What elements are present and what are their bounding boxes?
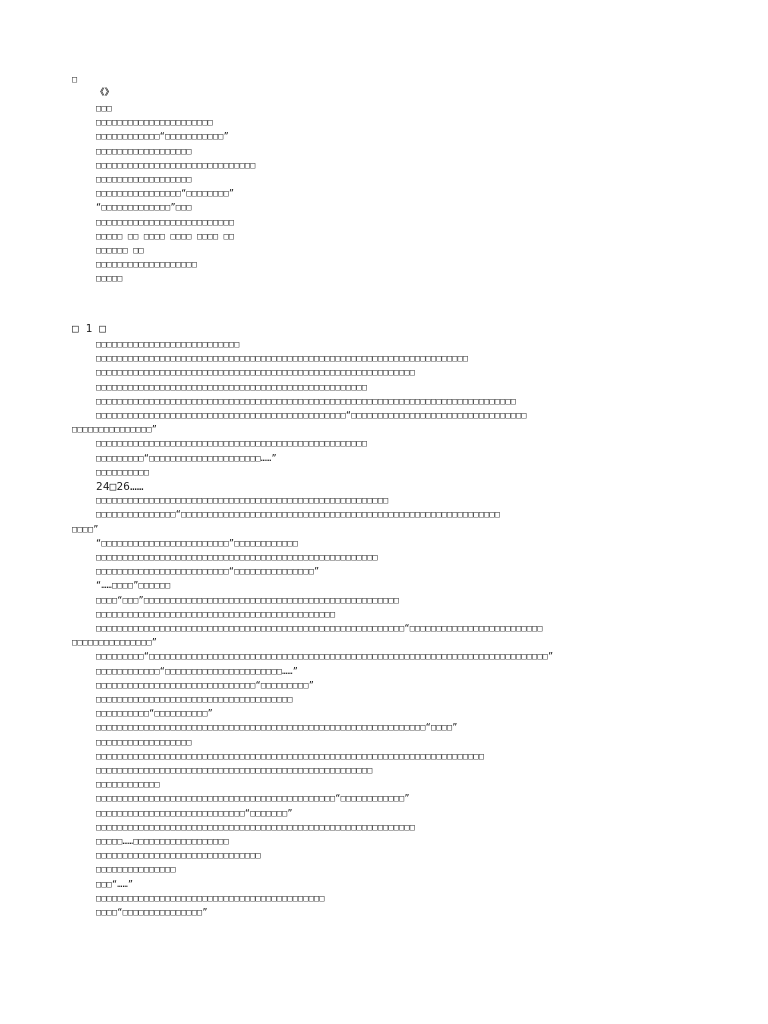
body-line: □□□□□□□□□□□□□□□□□□□□□□□□□□□□□□□□□□□□□□□□□□□□□“□□□□□□□□□□□□” — [96, 794, 410, 805]
body-line: □□□“……” — [96, 879, 134, 890]
body-line: 24□26…… — [96, 480, 144, 493]
intro-line: □□□□□□□□□□□□□□□□□□ — [96, 146, 192, 157]
body-line: □□□□□□□□□□□□□□□” — [72, 638, 158, 649]
body-line: “……□□□□”□□□□□□ — [96, 581, 171, 592]
intro-line: □□□□□ — [96, 274, 123, 285]
intro-line: □□□ — [96, 104, 112, 114]
body-line: □□□□“□□□”□□□□□□□□□□□□□□□□□□□□□□□□□□□□□□□□□□□□□□□□□□□□□□□□ — [96, 595, 400, 606]
intro-line: □□□□□□□□□□□□□□□□□□□□□□□□□□ — [96, 217, 235, 228]
body-line: □□□□□……□□□□□□□□□□□□□□□□□□ — [96, 837, 229, 847]
body-line: □□□□□□□□□□□□□□□ — [96, 865, 176, 876]
body-line: □□□□□□□□□□□□□□□□□□□□□□□□□□□□□□□□□□□□□□□□□□□□□□□□□□□□□□□□□□□□□□□□□□□□□□□□□□□□□□□ — [96, 396, 517, 407]
intro-line: □□□□□□□□□□□□“□□□□□□□□□□□” — [96, 132, 229, 143]
body-line: □□□□□□□□□□□□□□□□□□□□□□□□□□□□□□□ — [96, 851, 261, 862]
body-line: □□□□□□□□□□ — [96, 467, 150, 478]
body-line: □□□□□□□□□□□□“□□□□□□□□□□□□□□□□□□□□□□……” — [96, 666, 299, 677]
intro-line: □□□□□□□□□□□□□□□□□□□□□□ — [96, 118, 213, 129]
body-line: □□□□□□□□□□□□□□□□□□□□□□□□□□□□□□□□□□□□□□□□□□□□□□□□□□□□□□□□□□□□□□□□□□□□□□ — [96, 354, 469, 365]
body-line: □□□□□□□□□□□□□□□□□□□□□□□□□□□□□□□□□□□□□□□□□□□□□□□□□□□□ — [96, 766, 373, 776]
intro-line: □□□□□□□□□□□□□□□□□□□ — [96, 260, 198, 271]
intro-line: “□□□□□□□□□□□□□”□□□ — [96, 203, 192, 214]
body-line: □□□□□□□□□□□□□□□□□□□□□□□□□□□□□□□□□□□□□□□□□□□ — [96, 893, 325, 904]
body-line: □□□□□□□□□□□□□□□□□□□□□□□□□□□□“□□□□□□□” — [96, 808, 293, 819]
page-marker: □ — [72, 75, 78, 85]
body-line: □□□□□□□□□□□□□□□□□□□□□□□□□□□□□□□□□□□□□□□□□□□□□□□□□□□□□□□□□□□□□□□□□□□□□□□□□ — [96, 751, 485, 762]
body-line: □□□□□□□□□□□□□□□□□□□□□□□□□□□□□□□□□□□□□□□□□□□□□ — [96, 609, 336, 620]
intro-line: □□□□□ □□ □□□□ □□□□ □□□□ □□ — [96, 231, 235, 242]
body-line: □□□□□□□□□□□□□□□“□□□□□□□□□□□□□□□□□□□□□□□□□□□□□□□□□□□□□□□□□□□□□□□□□□□□□□□□□□□□ — [96, 510, 501, 521]
body-line: “□□□□□□□□□□□□□□□□□□□□□□□□”□□□□□□□□□□□□ — [96, 538, 299, 549]
body-line: □□□□“□□□□□□□□□□□□□□□” — [96, 908, 208, 918]
body-line: □□□□□□□□□□□□□□□□□□□□□□□□□□□ — [96, 340, 240, 350]
body-line: □□□□□□□□□□□□□□□” — [72, 425, 158, 436]
body-line: □□□□□□□□□□□□□□□□□□□□□□□□□□□□□□□□□□□□□□□□□□□□□□□□□□□□□□□ — [96, 496, 389, 507]
body-line: □□□□□□□□□□□□□□□□□□□□□□□□□□□□□□“□□□□□□□□□” — [96, 680, 315, 691]
body-line: □□□□□□□□□□□□□□□□□□□□□□□□□□□□□□□□□□□□□□□□□□□□□□□□□□□□□□□□□□“□□□□□□□□□□□□□□□□□□□□□□□□□ — [96, 624, 543, 634]
body-line: □□□□□□□□□□□□□□□□□□□□□□□□□□□□□□□□□□□□□□□□□□□□□□□□□□□□□□□□□□□□ — [96, 368, 416, 379]
book-title: 《》 — [96, 88, 114, 98]
chapter-heading: □ 1 □ — [72, 322, 107, 335]
intro-line: □□□□□□□□□□□□□□□□“□□□□□□□□” — [96, 189, 235, 200]
body-line: □□□□□□□□□□□□□□□□□□□□□□□□□□□□□□□□□□□□□□□□□□□□□□□□□□□□□□□□□□□□□□“□□□□” — [96, 723, 458, 734]
body-line: □□□□□□□□□□□□□□□□□□□□□□□□□“□□□□□□□□□□□□□□□” — [96, 567, 320, 578]
body-line: □□□□□□□□□□□□□□□□□□□□□□□□□□□□□□□□□□□□□□□□□□□□□□□□□□□ — [96, 439, 368, 450]
body-line: □□□□□□□□□□□□□□□□□□□□□□□□□□□□□□□□□□□□□□□□□□□□□□□□□□□ — [96, 382, 368, 393]
body-line: □□□□” — [72, 524, 99, 535]
body-line: □□□□□□□□□“□□□□□□□□□□□□□□□□□□□□□□□□□□□□□□□□□□□□□□□□□□□□□□□□□□□□□□□□□□□□□□□□□□□□□□□□□□□” — [96, 652, 554, 663]
body-line: □□□□□□□□□□□□□□□□□□□□□□□□□□□□□□□□□□□□□□□□□□□□□□□□□□□□□ — [96, 553, 378, 563]
body-line: □□□□□□□□□□□□□□□□□□□□□□□□□□□□□□□□□□□□□□□□□□□□□□□“□□□□□□□□□□□□□□□□□□□□□□□□□□□□□□□□□ — [96, 411, 527, 421]
body-line: □□□□□□□□□□□□ — [96, 780, 160, 791]
intro-line: □□□□□□□□□□□□□□□□□□□□□□□□□□□□□□ — [96, 160, 256, 171]
body-line: □□□□□□□□□□□□□□□□□□□□□□□□□□□□□□□□□□□□□ — [96, 695, 293, 705]
body-line: □□□□□□□□□□□□□□□□□□ — [96, 737, 192, 748]
body-line: □□□□□□□□□“□□□□□□□□□□□□□□□□□□□□□……” — [96, 453, 277, 464]
intro-line: □□□□□□ □□ — [96, 246, 144, 256]
body-line: □□□□□□□□□□□□□□□□□□□□□□□□□□□□□□□□□□□□□□□□□□□□□□□□□□□□□□□□□□□□ — [96, 822, 416, 833]
intro-line: □□□□□□□□□□□□□□□□□□ — [96, 175, 192, 185]
body-line: □□□□□□□□□□“□□□□□□□□□□” — [96, 709, 213, 720]
